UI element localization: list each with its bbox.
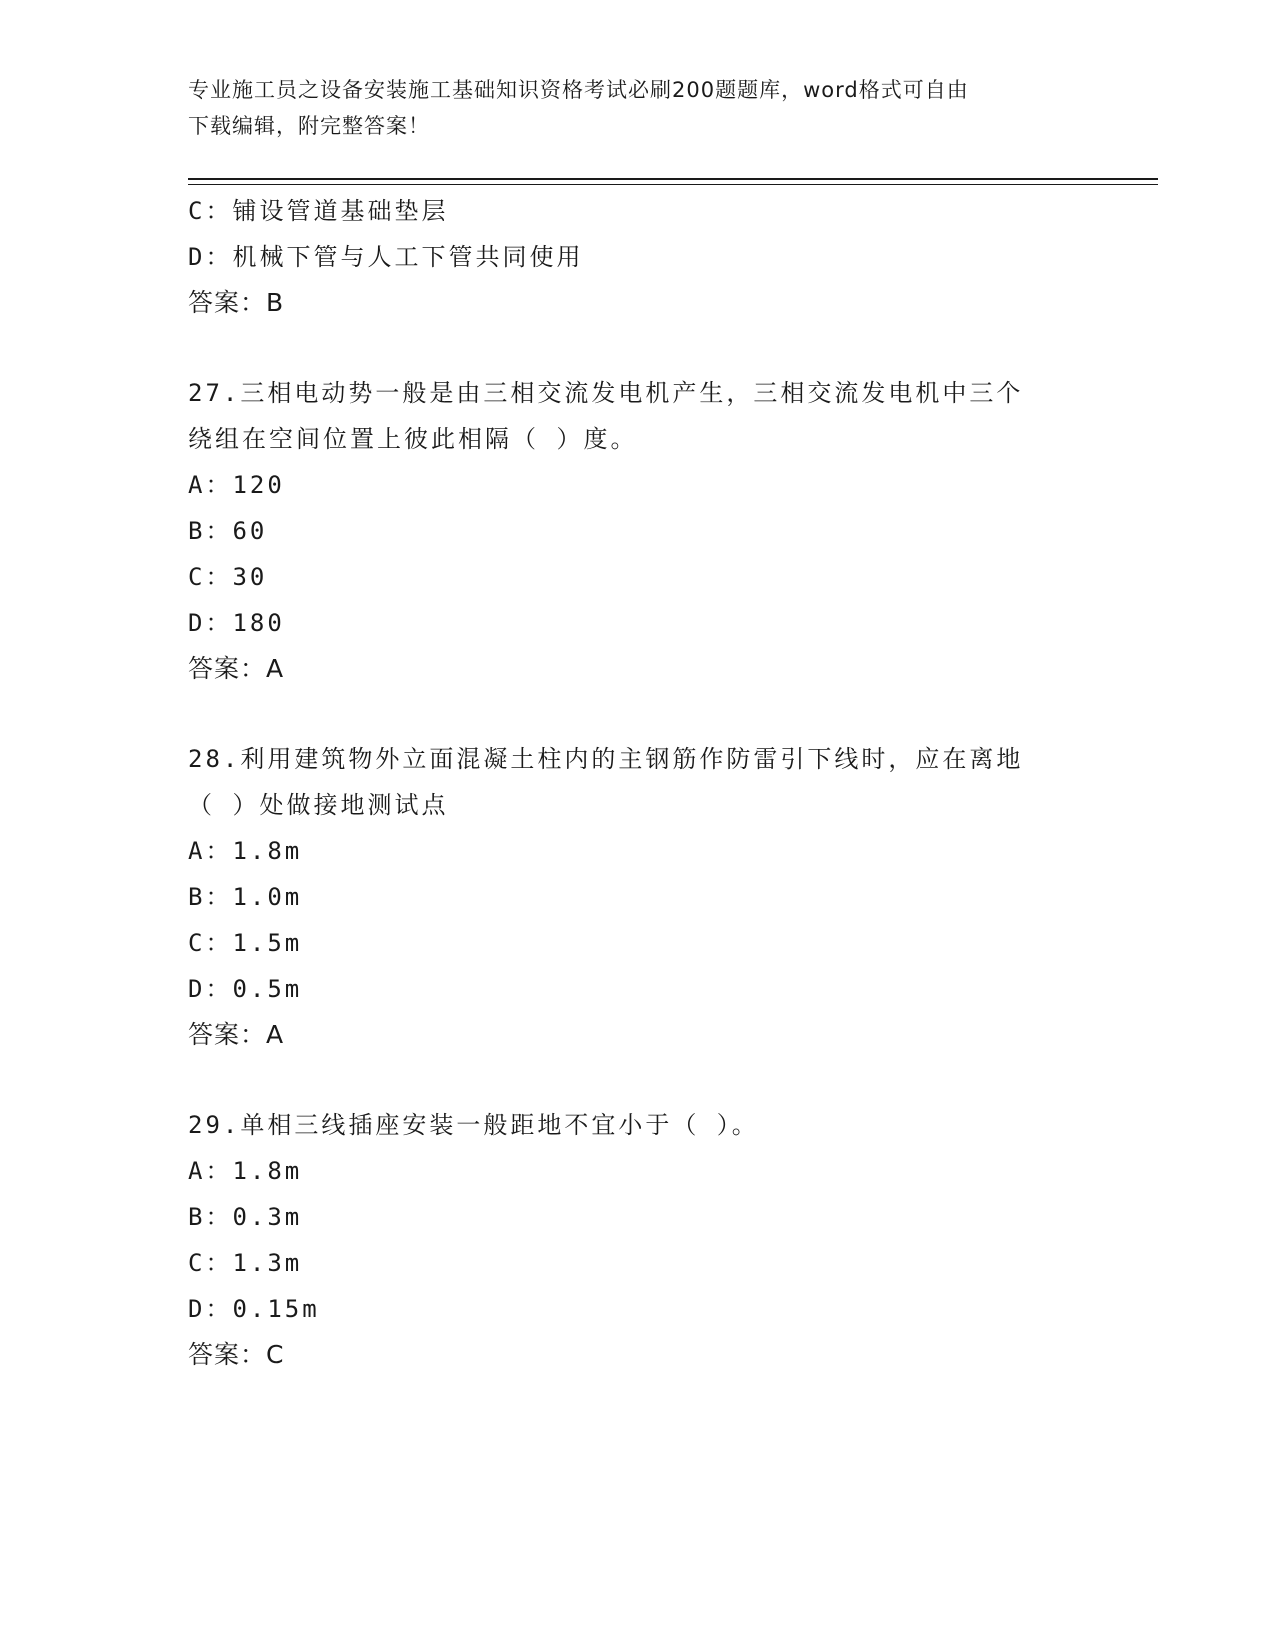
option-b: B：0.3m <box>188 1203 303 1231</box>
option-d: D：180 <box>188 609 285 637</box>
question-text: 27.三相电动势一般是由三相交流发电机产生，三相交流发电机中三个 <box>188 379 1024 407</box>
question-text: 28.利用建筑物外立面混凝土柱内的主钢筋作防雷引下线时，应在离地 <box>188 745 1024 773</box>
option-a: A：1.8m <box>188 837 303 865</box>
answer-line: 答案：B <box>188 288 285 317</box>
option-d: D：机械下管与人工下管共同使用 <box>188 243 584 271</box>
option-c: C：1.5m <box>188 929 303 957</box>
question-28 <box>188 736 1088 1058</box>
question-text: 29.单相三线插座安装一般距地不宜小于（ ）。 <box>188 1111 759 1139</box>
question-text: 绕组在空间位置上彼此相隔（ ）度。 <box>188 425 638 453</box>
option-c: C：30 <box>188 563 268 591</box>
header-divider-thin <box>188 184 1158 185</box>
option-c: C：1.3m <box>188 1249 303 1277</box>
header-line-1: 专业施工员之设备安装施工基础知识资格考试必刷200题题库，word格式可自由 <box>188 78 969 102</box>
document-header <box>188 72 1068 144</box>
header-divider-thick <box>188 178 1158 180</box>
option-a: A：120 <box>188 471 285 499</box>
spacer <box>188 692 1088 736</box>
option-b: B：60 <box>188 517 268 545</box>
option-b: B：1.0m <box>188 883 303 911</box>
option-d: D：0.15m <box>188 1295 320 1323</box>
answer-line: 答案：C <box>188 1340 285 1369</box>
question-27 <box>188 370 1088 692</box>
question-26-continued <box>188 188 1088 326</box>
header-line-2: 下载编辑，附完整答案！ <box>188 114 430 138</box>
question-29 <box>188 1102 1088 1378</box>
answer-line: 答案：A <box>188 1020 285 1049</box>
question-text: （ ）处做接地测试点 <box>188 791 449 819</box>
spacer <box>188 326 1088 370</box>
option-d: D：0.5m <box>188 975 303 1003</box>
spacer <box>188 1058 1088 1102</box>
option-c: C：铺设管道基础垫层 <box>188 197 449 225</box>
answer-line: 答案：A <box>188 654 285 683</box>
option-a: A：1.8m <box>188 1157 303 1185</box>
document-body <box>188 188 1088 1378</box>
